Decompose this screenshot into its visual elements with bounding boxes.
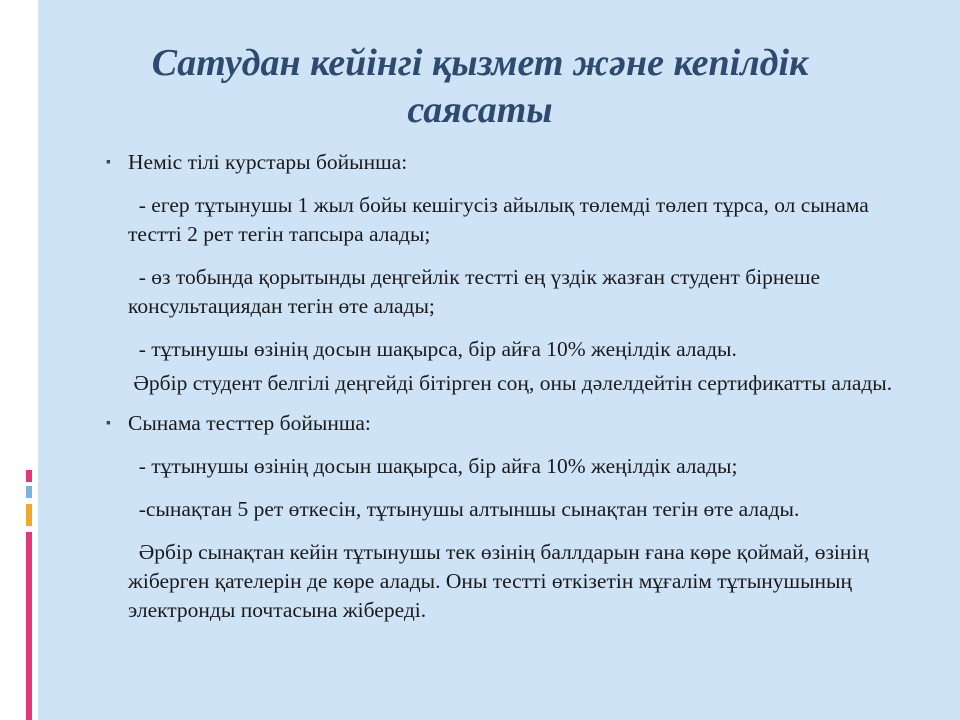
list-item: Әрбір сынақтан кейін тұтынушы тек өзінің баллдарын ғана көре қоймай, өзінің жіберген қателерін де көре алады. Оны тестті өткізетін мұғалім тұтынушының электронды почтасына жібереді. [128,540,875,622]
list-item: - егер тұтынушы 1 жыл бойы кешігусіз айылық төлемді төлеп тұрса, ол сынама тестті 2 рет тегін тапсыра алады; [128,193,875,246]
decorative-bars-bottom [22,470,42,720]
list-item: Әрбір студент белгілі деңгейді бітірген соң, оны дәлелдейтін сертификатты алады. [128,371,893,395]
slide-content [106,148,902,625]
bullet-icon: ▪ [106,155,111,170]
bullet-icon: ▪ [106,416,111,431]
decorative-bars-top [0,0,40,140]
slide-title: Сатудан кейінгі қызмет және кепілдік саясаты [151,42,809,131]
list-item: - тұтынушы өзінің досын шақырса, бір айға 10% жеңілдік алады. [128,337,737,361]
section-heading-tests: ▪ Сынама тесттер бойынша: [112,409,902,438]
list-item: - тұтынушы өзінің досын шақырса, бір айға 10% жеңілдік алады; [128,454,738,478]
list-item: - өз тобында қорытынды деңгейлік тестті ең үздік жазған студент бірнеше консультациядан тегін өте алады; [128,265,826,318]
section-heading-german: ▪ Неміс тілі курстары бойынша: [112,148,902,177]
list-item: -сынақтан 5 рет өткесін, тұтынушы алтыншы сынақтан тегін өте алады. [128,497,800,521]
